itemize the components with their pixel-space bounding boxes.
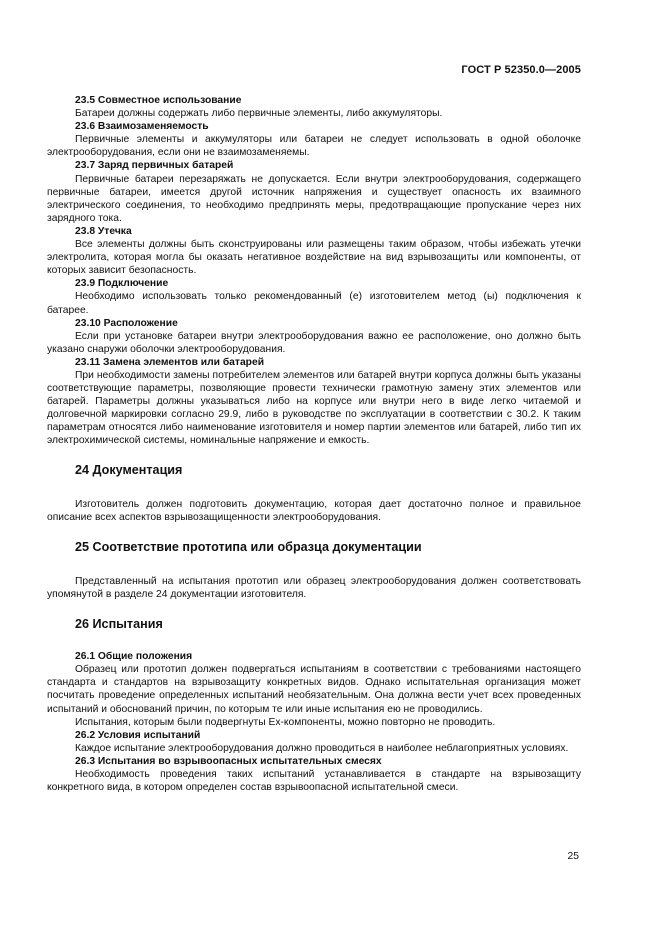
standard-header: ГОСТ Р 52350.0—2005 xyxy=(461,64,581,76)
section-23-5-title: 23.5 Совместное использование xyxy=(75,95,242,106)
section-26-heading: 26 Испытания xyxy=(75,617,163,632)
section-23-5-text: Батареи должны содержать либо первичные элементы, либо аккумуляторы. xyxy=(75,108,443,120)
section-23-8-title: 23.8 Утечка xyxy=(75,225,132,237)
section-24-text: Изготовитель должен подготовить документацию, которая дает достаточно полное и правильное описание всех аспектов взрывозащищенности электрооборудования. xyxy=(47,498,581,523)
page-content xyxy=(47,94,581,794)
section-26-1-text-2: Испытания, которым были подвергнуты Ех-компоненты, можно повторно не проводить. xyxy=(75,716,496,728)
section-23-7-text: Первичные батареи перезаряжать не допускается. Если внутри электрооборудования, содержащего первичные батареи, имеется другой источник напряжения и существует опасность их взаимного электрического соединения, то необходимо предпринять меры, предотвращающие пропускание через них зарядного тока. xyxy=(47,173,581,224)
section-23-11-title: 23.11 Замена элементов или батарей xyxy=(75,356,265,368)
section-23-11-text: При необходимости замены потребителем элементов или батарей внутри корпуса должны быть указаны соответствующие параметры, позволяющие провести технически грамотную замену этих элементов или батарей. Параметры должны указываться либо на корпусе или внутри него в виде легко читаемой и долговечной маркировки согласно 29.9, либо в руководстве по эксплуатации в соответствии с 30.2. К таким параметрам относятся либо наименование изготовителя и номер партии элементов или батарей, либо тип их электрохимической системы, номинальные напряжение и емкость. xyxy=(47,369,581,447)
section-25-heading: 25 Соответствие прототипа или образца документации xyxy=(75,539,422,554)
section-23-8-text: Все элементы должны быть сконструированы или размещены таким образом, чтобы избежать утечки электролита, которая могла бы оказать негативное воздействие на вид взрывозащиты или компоненты, от которых зависит безопасность. xyxy=(47,239,581,277)
section-23-10-text: Если при установке батареи внутри электрооборудования важно ее расположение, оно должно быть указано снаружи оболочки электрооборудования. xyxy=(47,330,581,355)
section-23-9-text: Необходимо использовать только рекомендованный (е) изготовителем метод (ы) подключения к батарее. xyxy=(47,291,581,316)
section-26-2-title: 26.2 Условия испытаний xyxy=(75,729,201,741)
section-26-1-text: Образец или прототип должен подвергаться испытаниям в соответствии с требованиями настоящего стандарта и стандартов на взрывозащиту конкретных видов. Однако испытательная организация может посчитать проведение определенных испытаний необязательным. Она должна вести учет всех проведенных испытаний и обоснований причин, по которым те или иные испытания ею не проводились. xyxy=(47,664,581,715)
section-25-text: Представленный на испытания прототип или образец электрооборудования должен соответствовать упомянутой в разделе 24 документации изготовителя. xyxy=(47,575,581,600)
section-23-6-title: 23.6 Взаимозаменяемость xyxy=(75,121,209,133)
section-24-heading: 24 Документация xyxy=(75,462,183,477)
section-26-2-text: Каждое испытание электрооборудования должно проводиться в наиболее неблагоприятных условиях. xyxy=(75,742,569,754)
section-23-9-title: 23.9 Подключение xyxy=(75,278,169,290)
section-26-3-text: Необходимость проведения таких испытаний устанавливается в стандарте на взрывозащиту конкретного вида, в котором определен состав взрывоопасной испытательной смеси. xyxy=(47,769,581,794)
section-26-3-title: 26.3 Испытания во взрывоопасных испытательных смесях xyxy=(75,755,382,767)
section-26-1-title: 26.1 Общие положения xyxy=(75,651,193,663)
section-23-7-title: 23.7 Заряд первичных батарей xyxy=(75,160,234,172)
section-23-10-title: 23.10 Расположение xyxy=(75,317,178,329)
section-23-6-text: Первичные элементы и аккумуляторы или батареи не следует использовать в одной оболочке электрооборудования, если они не взаимозаменяемы. xyxy=(47,134,581,159)
page-number: 25 xyxy=(567,851,579,862)
